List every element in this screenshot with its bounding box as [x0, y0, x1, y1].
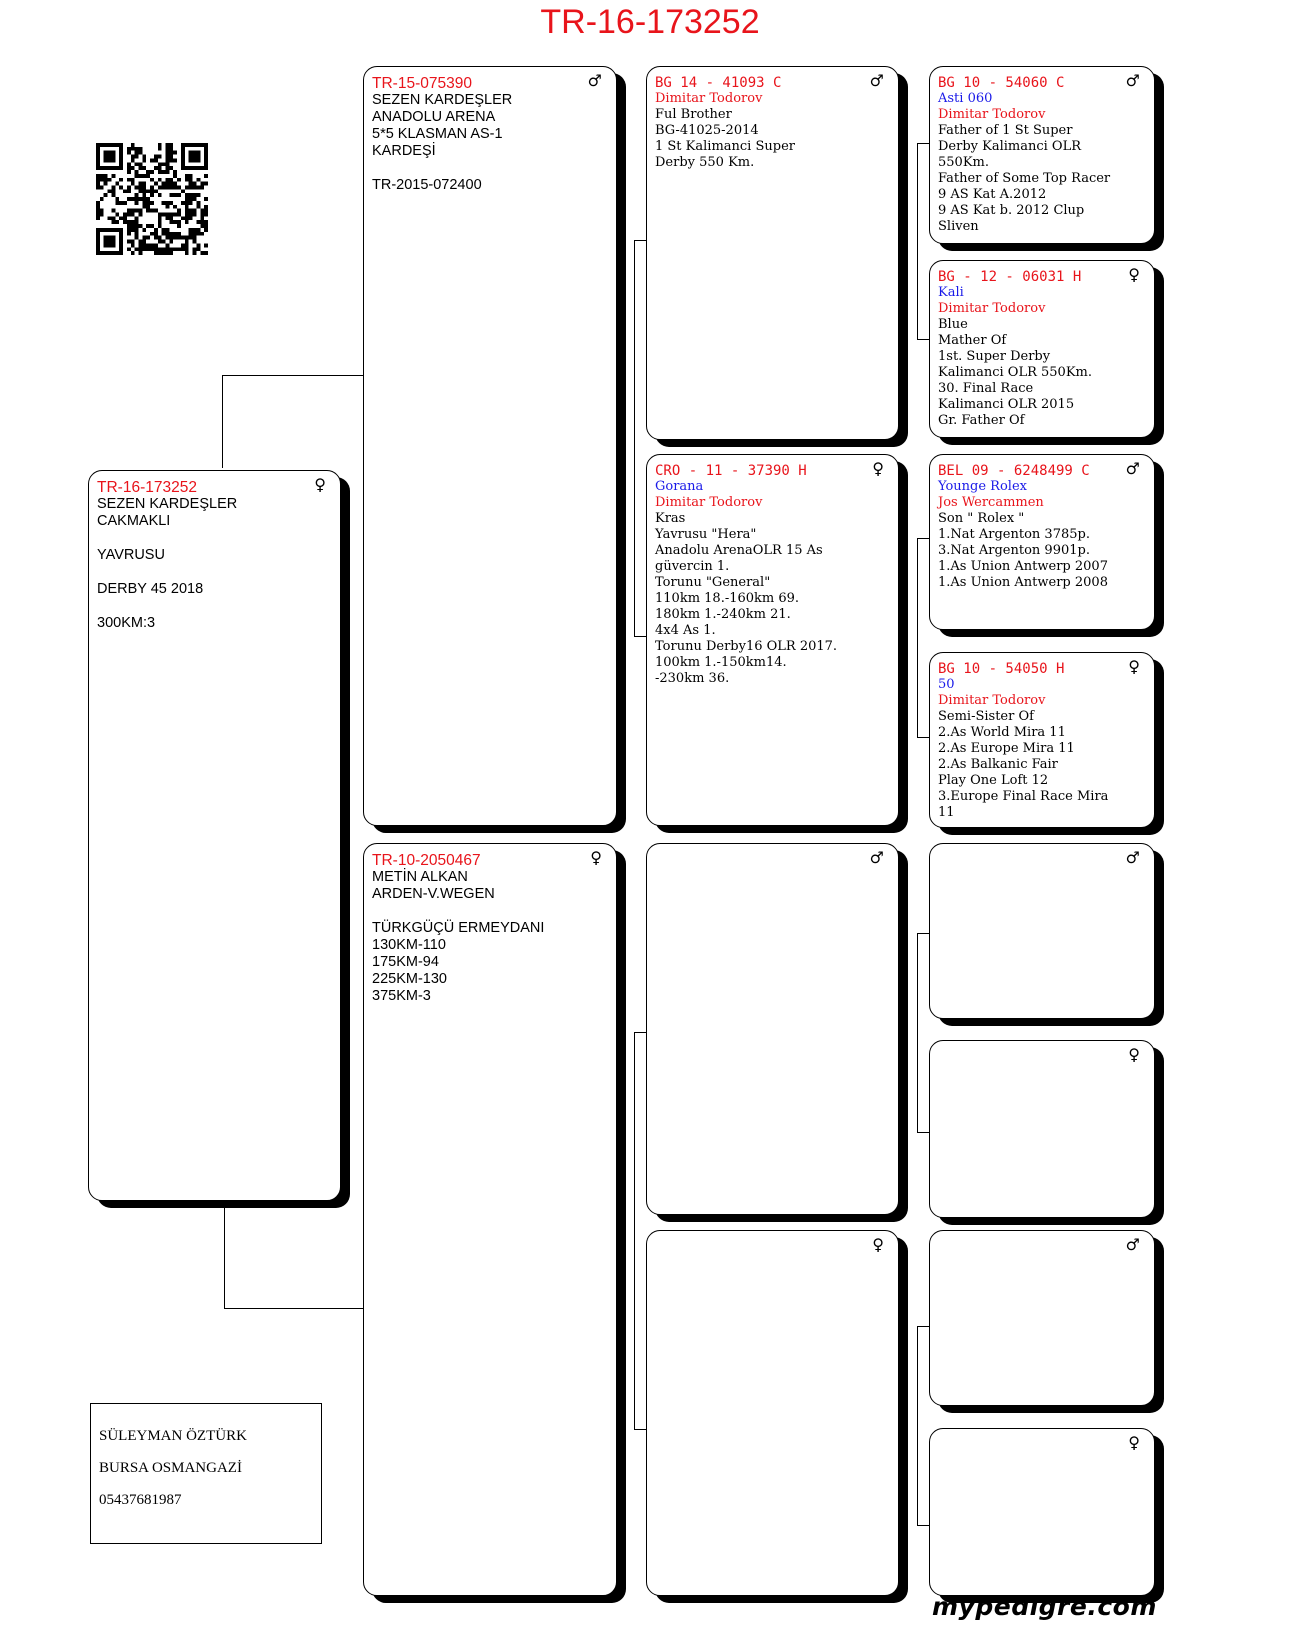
breeder-name: Jos Wercammen [938, 495, 1044, 510]
male-icon: ♂ [587, 71, 602, 90]
ring-number: CRO - 11 - 37390 H [655, 463, 807, 479]
info-line: Father of 1 St Super [938, 123, 1073, 138]
info-line: 100km 1.-150km14. [655, 655, 787, 670]
info-line: 1.Nat Argenton 3785p. [938, 527, 1090, 542]
info-line: Ful Brother [655, 107, 732, 122]
breeder-name: Dimitar Todorov [938, 301, 1046, 316]
info-line: TR-2015-072400 [372, 177, 482, 193]
info-line: Derby 550 Km. [655, 155, 755, 170]
info-line: SEZEN KARDEŞLER [372, 92, 513, 108]
info-line: BG-41025-2014 [655, 123, 759, 138]
info-line: 180km 1.-240km 21. [655, 607, 791, 622]
gen4-card[interactable] [929, 843, 1155, 1019]
info-line: 3.Europe Final Race Mira [938, 789, 1109, 804]
owner-phone: 05437681987 [99, 1492, 182, 1508]
gen3-card[interactable] [646, 1230, 899, 1596]
info-line: Blue [938, 317, 968, 332]
female-icon: ♀ [1128, 657, 1140, 676]
female-icon: ♀ [872, 1235, 884, 1254]
connector-subject-sire [222, 375, 363, 468]
info-line: 175KM-94 [372, 954, 439, 970]
info-line: Torunu Derby16 OLR 2017. [655, 639, 838, 654]
info-line: güvercin 1. [655, 559, 730, 574]
female-icon: ♀ [314, 475, 326, 494]
bird-name: Kali [938, 285, 964, 300]
info-line: 11 [938, 805, 955, 820]
ring-number: BG - 12 - 06031 H [938, 269, 1082, 285]
info-line: Sliven [938, 219, 979, 234]
gen3-card[interactable] [646, 454, 899, 826]
info-line: 9 AS Kat A.2012 [938, 187, 1047, 202]
info-line: 300KM:3 [97, 615, 156, 631]
page-title: TR-16-173252 [540, 3, 760, 41]
info-line: 1st. Super Derby [938, 349, 1051, 364]
info-line: Son " Rolex " [938, 511, 1025, 526]
ring-number: BEL 09 - 6248499 C [938, 463, 1090, 479]
info-line: Anadolu ArenaOLR 15 As [655, 543, 823, 558]
breeder-name: Dimitar Todorov [938, 107, 1046, 122]
bird-name: Gorana [655, 479, 704, 494]
gen4-card[interactable] [929, 66, 1155, 244]
info-line: 1.As Union Antwerp 2007 [938, 559, 1108, 574]
info-line: Kalimanci OLR 550Km. [938, 365, 1092, 380]
bird-name: Younge Rolex [938, 479, 1027, 494]
subject-card[interactable] [88, 470, 341, 1201]
ring-number: TR-16-173252 [97, 479, 197, 496]
info-line: Semi-Sister Of [938, 709, 1034, 724]
info-line [372, 160, 588, 177]
info-line: ARDEN-V.WEGEN [372, 886, 495, 902]
info-line [97, 598, 312, 615]
info-line: YAVRUSU [97, 547, 165, 563]
info-line: CAKMAKLI [97, 513, 171, 529]
male-icon: ♂ [1125, 1235, 1140, 1254]
gen4-card[interactable] [929, 652, 1155, 828]
info-line: 130KM-110 [372, 937, 446, 953]
info-line: 225KM-130 [372, 971, 447, 987]
info-line: 2.As Balkanic Fair [938, 757, 1058, 772]
info-line: 375KM-3 [372, 988, 431, 1004]
female-icon: ♀ [1128, 1433, 1140, 1452]
info-line: Play One Loft 12 [938, 773, 1049, 788]
male-icon: ♂ [869, 848, 884, 867]
info-line: 9 AS Kat b. 2012 Clup [938, 203, 1085, 218]
female-icon: ♀ [1128, 1045, 1140, 1064]
info-line: TÜRKGÜÇÜ ERMEYDANI [372, 920, 545, 936]
bird-name: Asti 060 [938, 91, 993, 106]
info-line: Gr. Father Of [938, 413, 1025, 428]
info-line: Kras [655, 511, 686, 526]
info-line: 110km 18.-160km 69. [655, 591, 800, 606]
info-line: 4x4 As 1. [655, 623, 716, 638]
info-line: Yavrusu "Hera" [655, 527, 757, 542]
info-line: Kalimanci OLR 2015 [938, 397, 1075, 412]
info-line: Mather Of [938, 333, 1007, 348]
male-icon: ♂ [869, 71, 884, 90]
info-line: Father of Some Top Racer [938, 171, 1111, 186]
owner-box [90, 1403, 322, 1544]
info-line: ANADOLU ARENA [372, 109, 496, 125]
gen3-card[interactable] [646, 66, 899, 440]
info-line: 2.As Europe Mira 11 [938, 741, 1075, 756]
info-line: KARDEŞİ [372, 143, 436, 159]
info-line: 5*5 KLASMAN AS-1 [372, 126, 503, 142]
gen3-card[interactable] [646, 843, 899, 1215]
gen4-card[interactable] [929, 454, 1155, 630]
female-icon: ♀ [590, 848, 602, 867]
info-line [372, 903, 588, 920]
female-icon: ♀ [872, 459, 884, 478]
info-line [97, 564, 312, 581]
info-line: Derby Kalimanci OLR [938, 139, 1082, 154]
info-line: -230km 36. [655, 671, 730, 686]
ring-number: BG 10 - 54050 H [938, 661, 1065, 677]
male-icon: ♂ [1125, 71, 1140, 90]
info-line: 3.Nat Argenton 9901p. [938, 543, 1090, 558]
breeder-name: Dimitar Todorov [655, 91, 763, 106]
info-line [97, 530, 312, 547]
bird-name: 50 [938, 677, 955, 692]
owner-location: BURSA OSMANGAZİ [99, 1460, 242, 1476]
card-lines [372, 869, 588, 1005]
breeder-name: Dimitar Todorov [938, 693, 1046, 708]
info-line: 2.As World Mira 11 [938, 725, 1066, 740]
ring-number: BG 14 - 41093 C [655, 75, 782, 91]
gen4-card[interactable] [929, 1040, 1155, 1218]
owner-name: SÜLEYMAN ÖZTÜRK [99, 1428, 247, 1444]
ring-number: BG 10 - 54060 C [938, 75, 1065, 91]
breeder-name: Dimitar Todorov [655, 495, 763, 510]
info-line: 1.As Union Antwerp 2008 [938, 575, 1108, 590]
ring-number: TR-10-2050467 [372, 852, 481, 869]
gen4-card[interactable] [929, 1428, 1155, 1596]
gen4-card[interactable] [929, 1230, 1155, 1406]
female-icon: ♀ [1128, 265, 1140, 284]
qr-code [96, 143, 208, 255]
info-line: 550Km. [938, 155, 989, 170]
info-line: 30. Final Race [938, 381, 1034, 396]
gen4-card[interactable] [929, 260, 1155, 438]
dam-card[interactable] [363, 843, 617, 1596]
ring-number: TR-15-075390 [372, 75, 472, 92]
card-lines [97, 496, 312, 632]
info-line: METİN ALKAN [372, 869, 468, 885]
info-line: SEZEN KARDEŞLER [97, 496, 238, 512]
info-line: Torunu "General" [655, 575, 771, 590]
card-lines [372, 92, 588, 194]
info-line: 1 St Kalimanci Super [655, 139, 795, 154]
info-line: DERBY 45 2018 [97, 581, 204, 597]
brand-logo: mypedigre.com [932, 1592, 1157, 1621]
male-icon: ♂ [1125, 459, 1140, 478]
male-icon: ♂ [1125, 848, 1140, 867]
sire-card[interactable] [363, 66, 617, 826]
connector-subject-dam [224, 1208, 363, 1309]
